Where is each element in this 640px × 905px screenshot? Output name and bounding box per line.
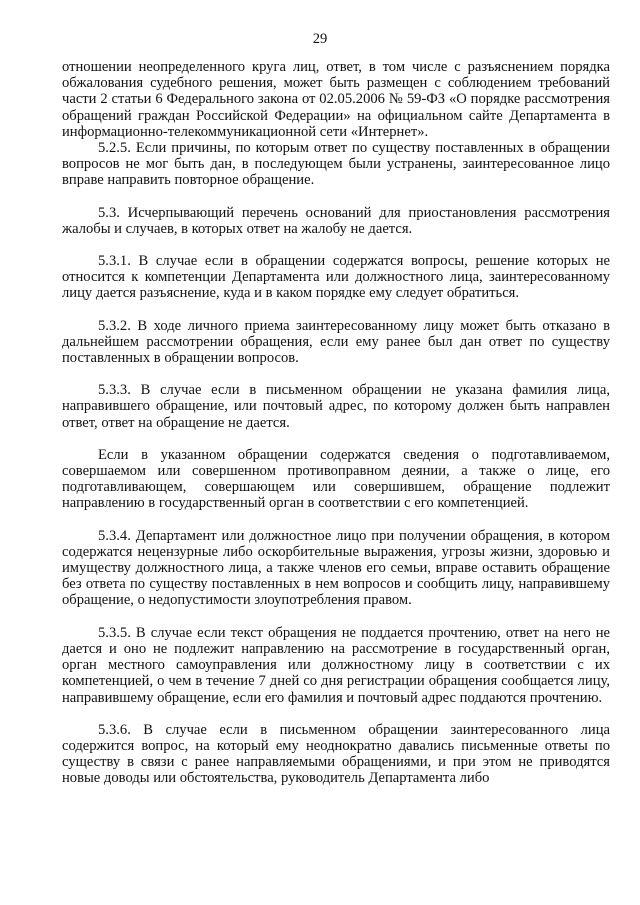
paragraph-5-3-4: 5.3.4. Департамент или должностное лицо при получении обращения, в котором содержатся нецензурные либо оскорбительные выражения, угрозы жизни, здоровью и имуществу должностного лица, а также членов его семьи, вправе оставить обращение без ответа по существу поставленных в нем вопросов и сообщить лицу, направившему обращение, о недопустимости злоупотребления правом. [62,527,610,609]
paragraph-continuation: отношении неопределенного круга лиц, ответ, в том числе с разъяснением порядка обжалования судебного решения, может быть размещен с соблюдением требований части 2 статьи 6 Федерального закона от 02.05.2006 № 59-ФЗ «О порядке рассмотрения обращений граждан Российской Федерации» на официальном сайте Департамента в информационно-телекоммуникационной сети «Интернет». [62,59,610,140]
document-body [62,59,610,787]
paragraph-5-3-3: 5.3.3. В случае если в письменном обращении не указана фамилия лица, направившего обращение, или почтовый адрес, по которому должен быть направлен ответ, ответ на обращение не дается. [62,382,610,431]
paragraph-5-3: 5.3. Исчерпывающий перечень оснований для приостановления рассмотрения жалобы и случаев, в которых ответ на жалобу не дается. [62,204,610,237]
paragraph-5-3-5: 5.3.5. В случае если текст обращения не поддается прочтению, ответ на него не дается и оно не подлежит направлению на рассмотрение в государственный орган, орган местного самоуправления или должностному лицу в соответствии с их компетенцией, о чем в течение 7 дней со дня регистрации обращения сообщается лицу, направившему обращение, если его фамилия и почтовый адрес поддаются прочтению. [62,624,610,706]
paragraph-5-3-1: 5.3.1. В случае если в обращении содержатся вопросы, решение которых не относится к компетенции Департамента или должностного лица, заинтересованному лицу дается разъяснение, куда и в каком порядке ему следует обратиться. [62,253,610,302]
paragraph-5-3-6: 5.3.6. В случае если в письменном обращении заинтересованного лица содержится вопрос, на который ему неоднократно давались письменные ответы по существу в связи с ранее направляемыми обращениями, и при этом не приводятся новые доводы или обстоятельства, руководитель Департамента либо [62,721,610,787]
paragraph-5-3-2: 5.3.2. В ходе личного приема заинтересованному лицу может быть отказано в дальнейшем рассмотрении обращения, если ему ранее был дан ответ по существу поставленных в обращении вопросов. [62,317,610,367]
paragraph-5-3-3-addendum: Если в указанном обращении содержатся сведения о подготавливаемом, совершаемом или совершенном противоправном деянии, а также о лице, его подготавливающем, совершающем или совершившем, обращение подлежит направлению в государственный орган в соответствии с его компетенцией. [62,446,610,512]
paragraph-5-2-5: 5.2.5. Если причины, по которым ответ по существу поставленных в обращении вопросов не мог быть дан, в последующем были устранены, заинтересованное лицо вправе направить повторное обращение. [62,140,610,189]
page-number: 29 [312,31,328,47]
